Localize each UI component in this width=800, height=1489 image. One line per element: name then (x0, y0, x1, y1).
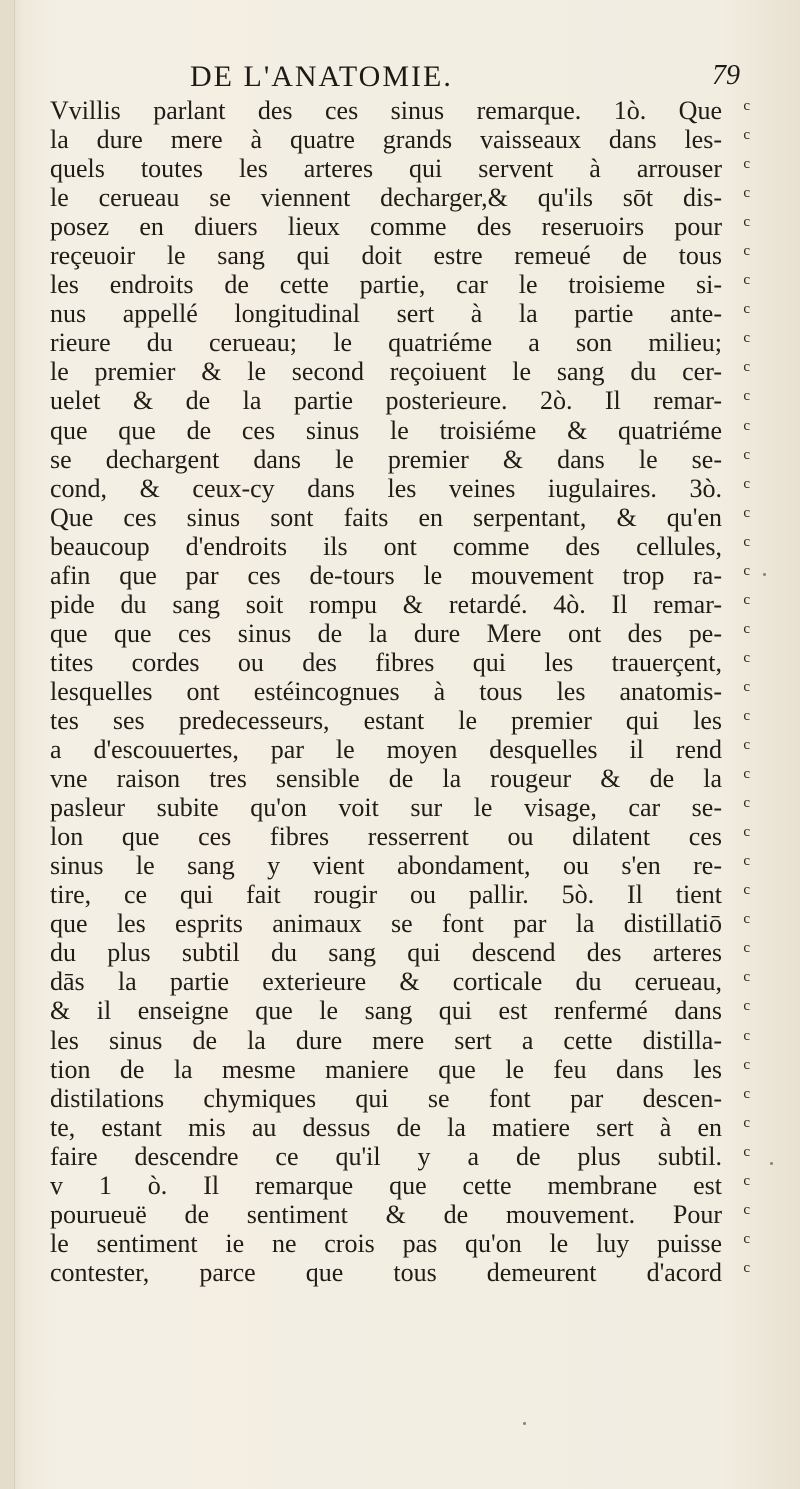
line-text: nus appellé longitudinal sert à la partie ante- (50, 299, 722, 329)
line-text: reçeuoir le sang qui doit estre remeué de tous (50, 241, 722, 271)
text-line (50, 299, 750, 328)
line-text: v 1 ò. Il remarque que cette membrane est (50, 1170, 722, 1200)
line-text: beaucoup d'endroits ils ont comme des cellules, (50, 531, 722, 561)
text-line (50, 1258, 750, 1287)
line-text: que que de ces sinus le troisiéme & quatriéme (50, 415, 722, 445)
margin-quote-mark: c (743, 1230, 750, 1247)
margin-quote-mark: c (743, 1085, 750, 1102)
line-text: la dure mere à quatre grands vaisseaux dans les- (50, 125, 722, 155)
text-line (50, 909, 750, 938)
text-line (50, 270, 750, 299)
line-text: tire, ce qui fait rougir ou pallir. 5ò. Il tient (50, 880, 722, 910)
text-line (50, 212, 750, 241)
margin-quote-mark: c (743, 998, 750, 1015)
margin-quote-mark: c (743, 301, 750, 318)
margin-quote-mark: c (743, 156, 750, 173)
margin-quote-mark: c (743, 649, 750, 666)
paper-speck (763, 573, 766, 576)
line-text: le cerueau se viennent decharger,& qu'ils sōt dis- (50, 183, 722, 213)
line-text: afin que par ces de-tours le mouvement trop ra- (50, 560, 722, 590)
line-text: uelet & de la partie posterieure. 2ò. Il remar- (50, 386, 722, 416)
line-text: faire descendre ce qu'il y a de plus subtil. (50, 1141, 722, 1171)
text-line (50, 1113, 750, 1142)
text-line (50, 183, 750, 212)
line-text: contester, parce que tous demeurent d'acord (50, 1257, 722, 1287)
paper-speck (523, 1422, 526, 1425)
line-text: les sinus de la dure mere sert a cette distilla- (50, 1025, 722, 1055)
margin-quote-mark: c (743, 533, 750, 550)
text-line (50, 1055, 750, 1084)
text-line (50, 1026, 750, 1055)
line-text: que les esprits animaux se font par la distillatiō (50, 909, 722, 939)
line-text: distilations chymiques qui se font par descen- (50, 1083, 722, 1113)
text-line (50, 125, 750, 154)
margin-quote-mark: c (743, 853, 750, 870)
margin-quote-mark: c (743, 591, 750, 608)
paper-speck (770, 1162, 773, 1165)
margin-quote-mark: c (743, 214, 750, 231)
margin-quote-mark: c (743, 737, 750, 754)
margin-quote-mark: c (743, 1027, 750, 1044)
line-text: lesquelles ont estéincognues à tous les anatomis- (50, 676, 722, 706)
text-line (50, 880, 750, 909)
margin-quote-mark: c (743, 330, 750, 347)
text-line (50, 561, 750, 590)
text-line (50, 764, 750, 793)
text-line (50, 241, 750, 270)
line-text: pide du sang soit rompu & retardé. 4ò. Il remar- (50, 589, 722, 619)
line-text: lon que ces fibres resserrent ou dilatent ces (50, 822, 722, 852)
text-line (50, 1142, 750, 1171)
margin-quote-mark: c (743, 1259, 750, 1276)
text-line (50, 445, 750, 474)
text-line (50, 328, 750, 357)
text-line (50, 1229, 750, 1258)
margin-quote-mark: c (743, 795, 750, 812)
line-text: vne raison tres sensible de la rougeur & de la (50, 764, 722, 794)
text-line (50, 938, 750, 967)
text-line (50, 532, 750, 561)
text-line (50, 357, 750, 386)
margin-quote-mark: c (743, 475, 750, 492)
margin-quote-mark: c (743, 1114, 750, 1131)
line-text: Vvillis parlant des ces sinus remarque. 1ò. Que (50, 96, 722, 125)
line-text: Que ces sinus sont faits en serpentant, & qu'en (50, 502, 722, 532)
margin-quote-mark: c (743, 766, 750, 783)
margin-quote-mark: c (743, 620, 750, 637)
line-text: a d'escouuertes, par le moyen desquelles il rend (50, 735, 722, 765)
margin-quote-mark: c (743, 1143, 750, 1160)
line-text: tion de la mesme maniere que le feu dans les (50, 1054, 722, 1084)
margin-quote-mark: c (743, 504, 750, 521)
line-text: dās la partie exterieure & corticale du cerueau, (50, 967, 722, 997)
line-text: te, estant mis au dessus de la matiere sert à en (50, 1112, 722, 1142)
text-line (50, 474, 750, 503)
margin-quote-mark: c (743, 882, 750, 899)
text-line (50, 677, 750, 706)
line-text: le sentiment ie ne crois pas qu'on le luy puisse (50, 1228, 722, 1258)
margin-quote-mark: c (743, 678, 750, 695)
running-title: DE L'ANATOMIE. (190, 60, 453, 93)
text-line (50, 386, 750, 415)
margin-quote-mark: c (743, 707, 750, 724)
text-line (50, 793, 750, 822)
body-text (50, 96, 750, 1287)
line-text: que que ces sinus de la dure Mere ont des pe- (50, 618, 722, 648)
line-text: pasleur subite qu'on voit sur le visage, car se- (50, 793, 722, 823)
margin-quote-mark: c (743, 359, 750, 376)
line-text: sinus le sang y vient abondament, ou s'en re- (50, 851, 722, 881)
text-line (50, 96, 750, 125)
line-text: cond, & ceux-cy dans les veines iugulaires. 3ò. (50, 473, 722, 503)
text-line (50, 1171, 750, 1200)
line-text: rieure du cerueau; le quatriéme a son milieu; (50, 328, 722, 358)
text-line (50, 822, 750, 851)
text-line (50, 706, 750, 735)
text-line (50, 735, 750, 764)
margin-quote-mark: c (743, 185, 750, 202)
line-text: tes ses predecesseurs, estant le premier qui les (50, 705, 722, 735)
text-line (50, 503, 750, 532)
line-text: se dechargent dans le premier & dans le se- (50, 444, 722, 474)
text-line (50, 1084, 750, 1113)
margin-quote-mark: c (743, 969, 750, 986)
line-text: tites cordes ou des fibres qui les trauerçent, (50, 647, 722, 677)
text-line (50, 1200, 750, 1229)
line-text: posez en diuers lieux comme des reseruoirs pour (50, 212, 722, 242)
margin-quote-mark: c (743, 1201, 750, 1218)
line-text: & il enseigne que le sang qui est renfermé dans (50, 996, 722, 1026)
margin-quote-mark: c (743, 562, 750, 579)
margin-quote-mark: c (743, 1172, 750, 1189)
text-line (50, 154, 750, 183)
text-line (50, 967, 750, 996)
line-text: les endroits de cette partie, car le troisieme si- (50, 270, 722, 300)
text-line (50, 619, 750, 648)
margin-quote-mark: c (743, 127, 750, 144)
margin-quote-mark: c (743, 940, 750, 957)
text-line (50, 851, 750, 880)
line-text: pourueuë de sentiment & de mouvement. Pour (50, 1199, 722, 1229)
line-text: quels toutes les arteres qui servent à arrouser (50, 154, 722, 184)
page-gutter (0, 0, 15, 1489)
margin-quote-mark: c (743, 417, 750, 434)
margin-quote-mark: c (743, 243, 750, 260)
page-number: 79 (712, 60, 740, 91)
line-text: du plus subtil du sang qui descend des arteres (50, 938, 722, 968)
margin-quote-mark: c (743, 98, 750, 114)
margin-quote-mark: c (743, 911, 750, 928)
margin-quote-mark: c (743, 388, 750, 405)
margin-quote-mark: c (743, 446, 750, 463)
text-line (50, 590, 750, 619)
margin-quote-mark: c (743, 1056, 750, 1073)
text-line (50, 416, 750, 445)
margin-quote-mark: c (743, 272, 750, 289)
margin-quote-mark: c (743, 824, 750, 841)
text-line (50, 996, 750, 1025)
text-line (50, 648, 750, 677)
line-text: le premier & le second reçoiuent le sang du cer- (50, 357, 722, 387)
